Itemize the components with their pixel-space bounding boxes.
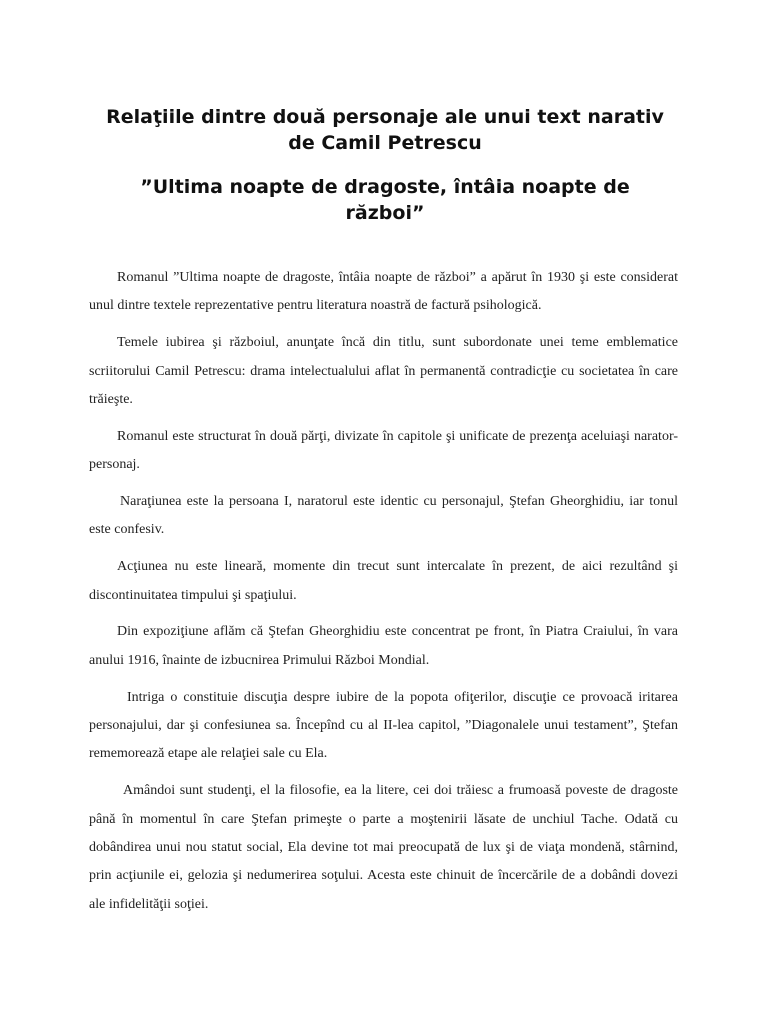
paragraph: Temele iubirea şi războiul, anunţate încă din titlu, sunt subordonate unei teme emblematice scriitorului Camil Petrescu: drama intelectualului aflat în permanentă contradicţie cu societatea în care trăieşte. bbox=[89, 335, 678, 408]
paragraph: Romanul ”Ultima noapte de dragoste, întâia noapte de război” a apărut în 1930 şi este considerat unul dintre textele reprezentative pentru literatura noastră de factură psihologică. bbox=[89, 270, 678, 314]
document-title: Relaţiile dintre două personaje ale unui text narativ de Camil Petrescu bbox=[106, 106, 664, 154]
paragraph: Din expoziţiune aflăm că Ştefan Gheorghidiu este concentrat pe front, în Piatra Craiului, în vara anului 1916, înainte de izbucnirea Primului Război Mondial. bbox=[89, 624, 678, 668]
paragraph: Naraţiunea este la persoana I, naratorul este identic cu personajul, Ştefan Gheorghidiu, iar tonul este confesiv. bbox=[89, 494, 678, 538]
paragraph: Acţiunea nu este lineară, momente din trecut sunt intercalate în prezent, de aici rezultând şi discontinuitatea timpului şi spaţiului. bbox=[89, 559, 678, 603]
document-subtitle: ”Ultima noapte de dragoste, întâia noapte de război” bbox=[140, 176, 630, 224]
paragraph: Intriga o constituie discuţia despre iubire de la popota ofiţerilor, discuţie ce provoacă iritarea personajului, dar şi confesiunea sa. Începînd cu al II-lea capitol, ”Diagonalele unui testament”, Ştefan rememorează etape ale relaţiei sale cu Ela. bbox=[89, 689, 678, 762]
paragraph: Amândoi sunt studenţi, el la filosofie, ea la litere, cei doi trăiesc a frumoasă poveste de dragoste până în momentul în care Ştefan primeşte o parte a moştenirii lăsate de unchiul Tache. Odată cu dobândirea unui nou statut social, Ela devine tot mai preocupată de lux şi de viaţa mondenă, stârnind, prin acţiunile ei, gelozia şi nedumerirea soţului. Acesta este chinuit de încercările de a dobândi dovezi ale infidelităţii soţiei. bbox=[89, 783, 678, 912]
document-body bbox=[89, 264, 678, 928]
paragraph: Romanul este structurat în două părţi, divizate în capitole şi unificate de prezenţa aceluiaşi narator-personaj. bbox=[89, 428, 678, 473]
